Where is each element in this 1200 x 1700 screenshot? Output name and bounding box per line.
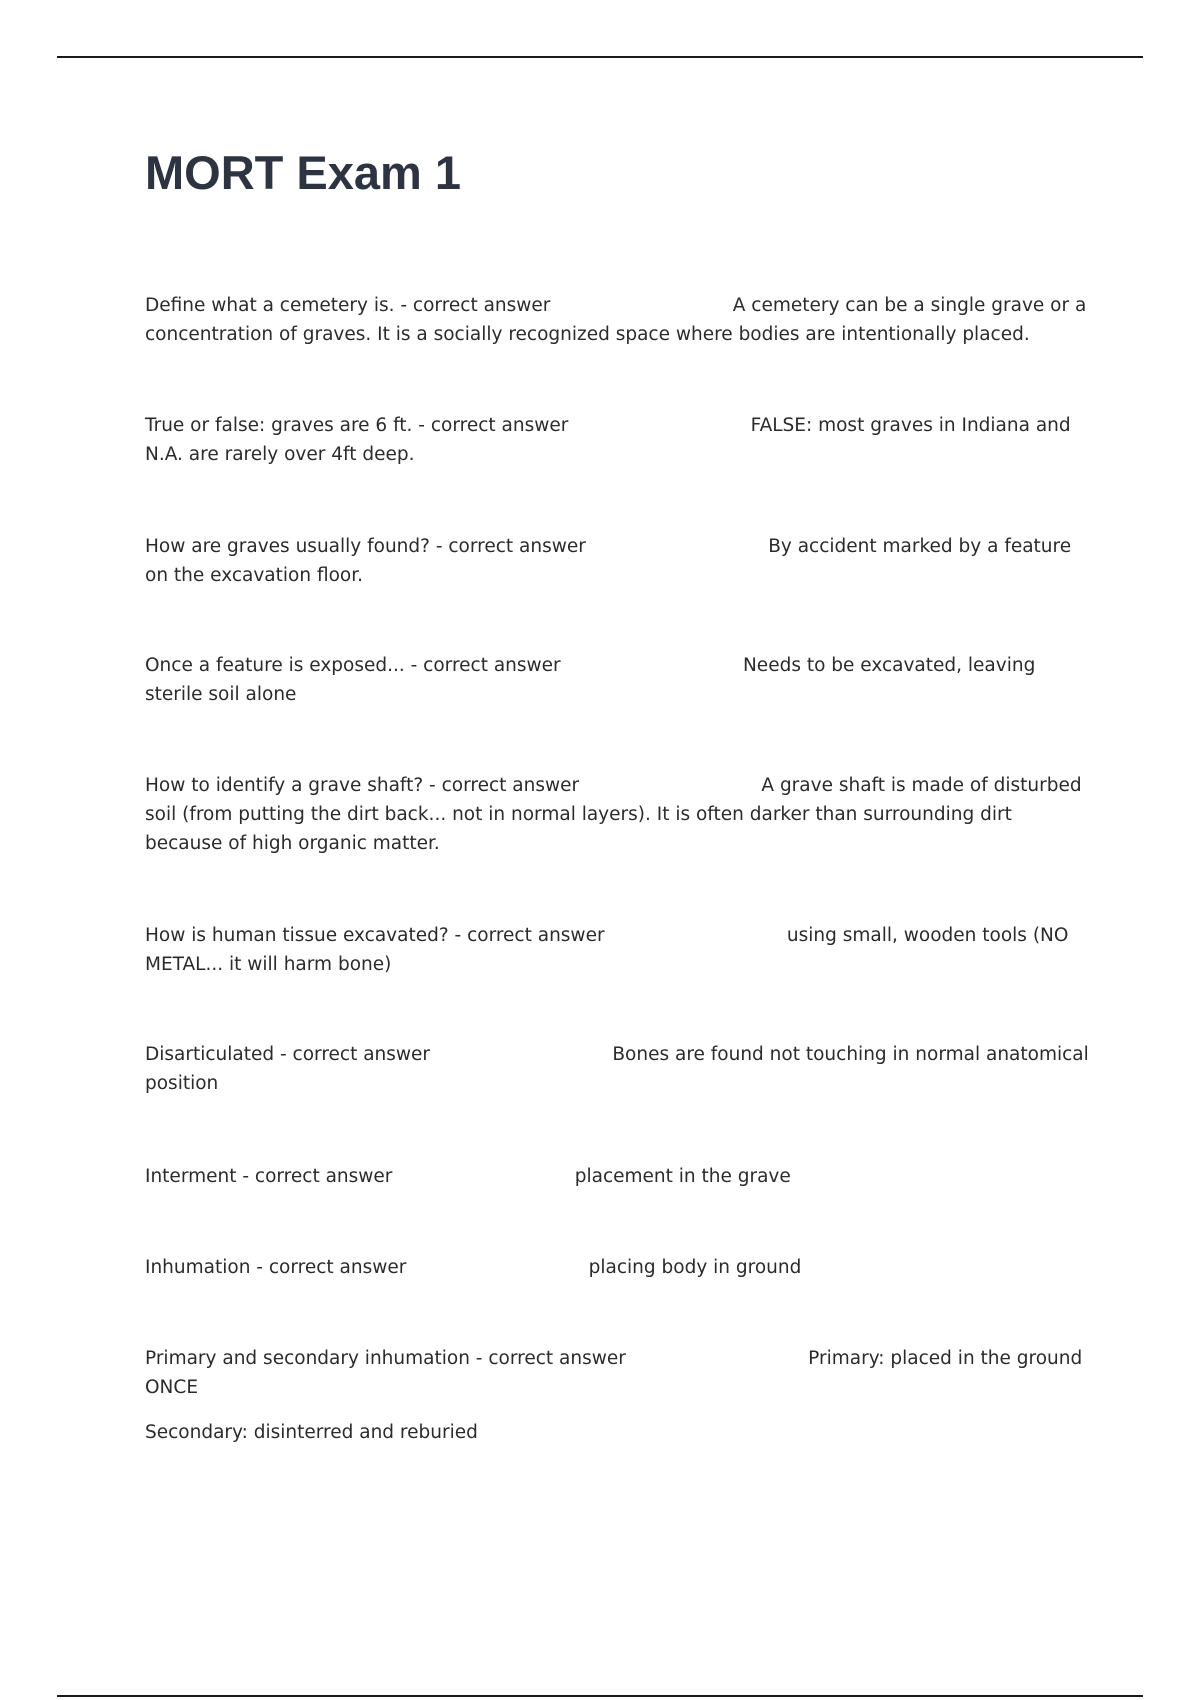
answer: FALSE: most graves in Indiana and N.A. are rarely over 4ft deep. [145, 415, 1077, 465]
answer: By accident marked by a feature on the excavation floor. [145, 536, 1078, 586]
flashcard [145, 532, 1090, 590]
answer: placement in the grave [574, 1166, 791, 1187]
answer: Bones are found not touching in normal anatomical position [145, 1044, 1095, 1094]
flashcard [145, 921, 1090, 979]
question: Interment - correct answer [145, 1166, 393, 1187]
flashcard [145, 291, 1093, 349]
answer: A cemetery can be a single grave or a concentration of graves. It is a socially recognized space where bodies are intentionally placed. [145, 295, 1093, 345]
question: Define what a cemetery is. - correct answer [145, 295, 551, 316]
footer-rule [57, 1695, 1143, 1697]
flashcard [145, 771, 1090, 858]
question: Inhumation - correct answer [145, 1257, 407, 1278]
page-title: MORT Exam 1 [145, 146, 462, 199]
flashcard [145, 1253, 1090, 1282]
question: Primary and secondary inhumation - correct answer [145, 1348, 626, 1369]
question: True or false: graves are 6 ft. - correct answer [145, 415, 569, 436]
answer: Needs to be excavated, leaving sterile soil alone [145, 655, 1042, 705]
answer: using small, wooden tools (NO METAL... it will harm bone) [145, 925, 1075, 975]
flashcard [145, 411, 1090, 469]
question: Disarticulated - correct answer [145, 1044, 431, 1065]
header-rule [57, 56, 1143, 58]
flashcard [145, 651, 1090, 709]
question: How to identify a grave shaft? - correct answer [145, 775, 580, 796]
answer-continuation: Secondary: disinterred and reburied [145, 1422, 478, 1443]
question: Once a feature is exposed... - correct answer [145, 655, 561, 676]
question: How is human tissue excavated? - correct answer [145, 925, 605, 946]
answer: Primary: placed in the ground ONCE [145, 1348, 1089, 1398]
question: How are graves usually found? - correct answer [145, 536, 586, 557]
flashcard [145, 1344, 1090, 1402]
flashcard [145, 1040, 1095, 1098]
answer: placing body in ground [588, 1257, 802, 1278]
answer: A grave shaft is made of disturbed soil (from putting the dirt back... not in normal layers). It is often darker than surrounding dirt because of high organic matter. [145, 775, 1088, 854]
flashcard [145, 1162, 1090, 1191]
